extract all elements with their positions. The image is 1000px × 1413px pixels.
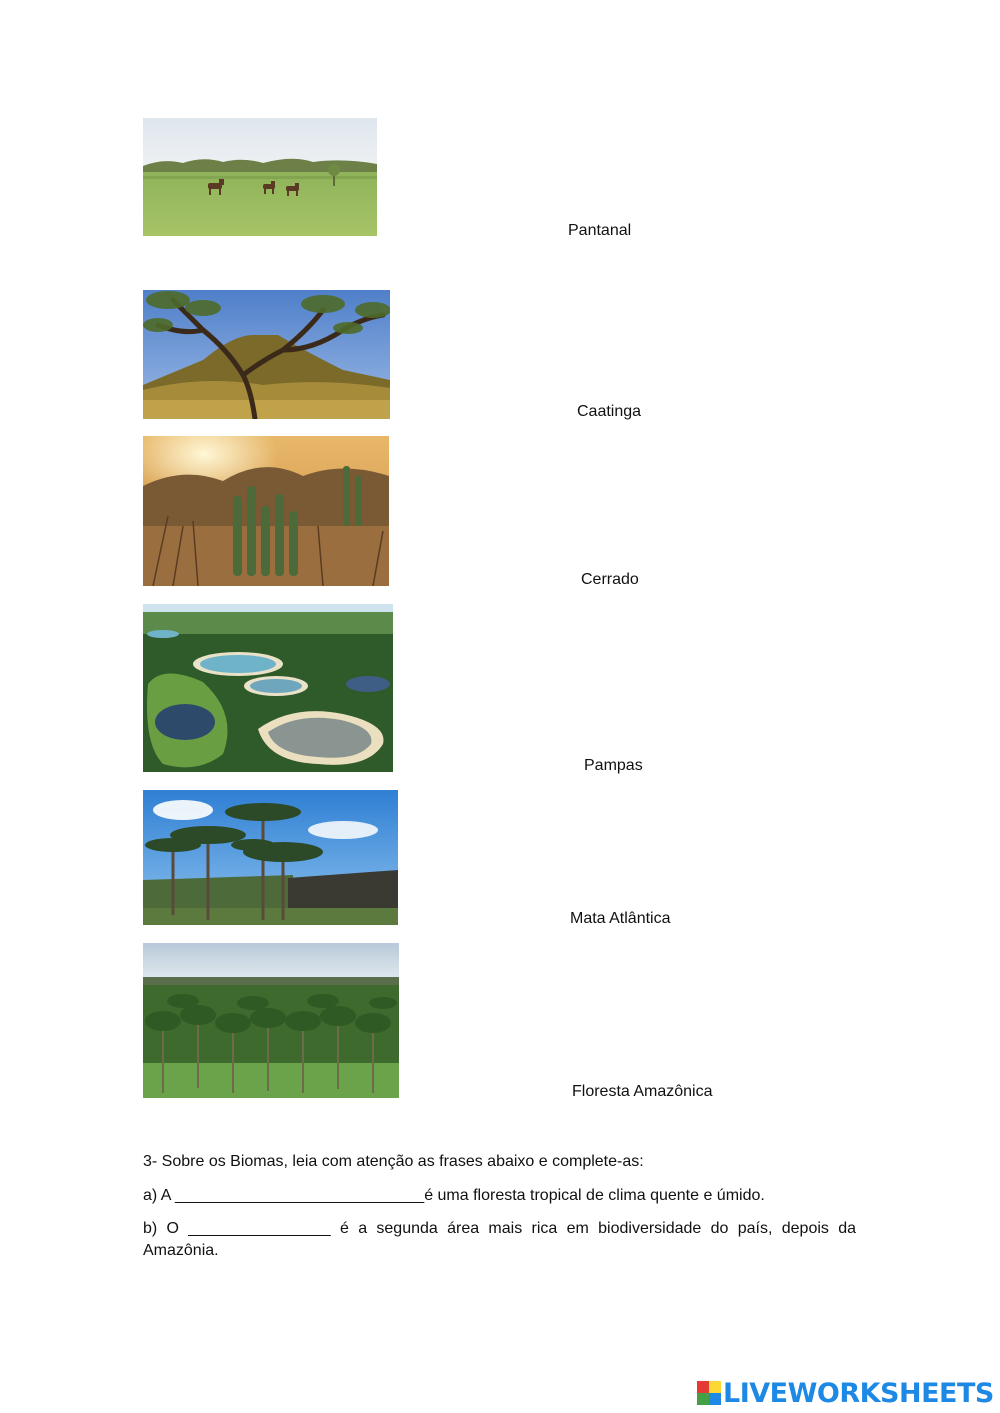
biome-label-caatinga: Caatinga — [577, 403, 642, 420]
biome-label-pantanal: Pantanal — [568, 222, 632, 239]
photo-cactus-sunset — [143, 436, 389, 586]
question-a-blank[interactable]: ____________________________ — [175, 1187, 425, 1204]
biome-label-pampas: Pampas — [584, 757, 643, 774]
biome-label-mata-atlantica: Mata Atlântica — [570, 910, 671, 927]
photo-grassland-horses — [143, 118, 377, 236]
question-b — [143, 1218, 856, 1262]
logo-text: LIVEWORKSHEETS — [723, 1377, 994, 1409]
photo-twisted-tree-hill — [143, 290, 390, 419]
question-b-text: é a segunda área mais rica em biodiversidade do país, depois da Amazônia. — [143, 1220, 857, 1259]
photo-araucaria-trees — [143, 790, 398, 925]
question-a — [143, 1185, 856, 1207]
questions-heading: 3- Sobre os Biomas, leia com atenção as frases abaixo e complete-as: — [143, 1153, 644, 1170]
biome-label-floresta-amazonica: Floresta Amazônica — [572, 1083, 713, 1100]
question-b-prefix: b) O — [143, 1220, 189, 1237]
question-a-prefix: a) A — [143, 1187, 176, 1204]
question-a-text: é uma floresta tropical de clima quente e úmido. — [424, 1187, 765, 1204]
photo-palm-forest — [143, 943, 399, 1098]
question-b-blank[interactable]: ________________ — [188, 1220, 331, 1237]
liveworksheets-logo — [697, 1377, 994, 1409]
biome-label-cerrado: Cerrado — [581, 571, 639, 588]
logo-badge-icon — [697, 1381, 721, 1405]
photo-aerial-lagoons — [143, 604, 393, 772]
